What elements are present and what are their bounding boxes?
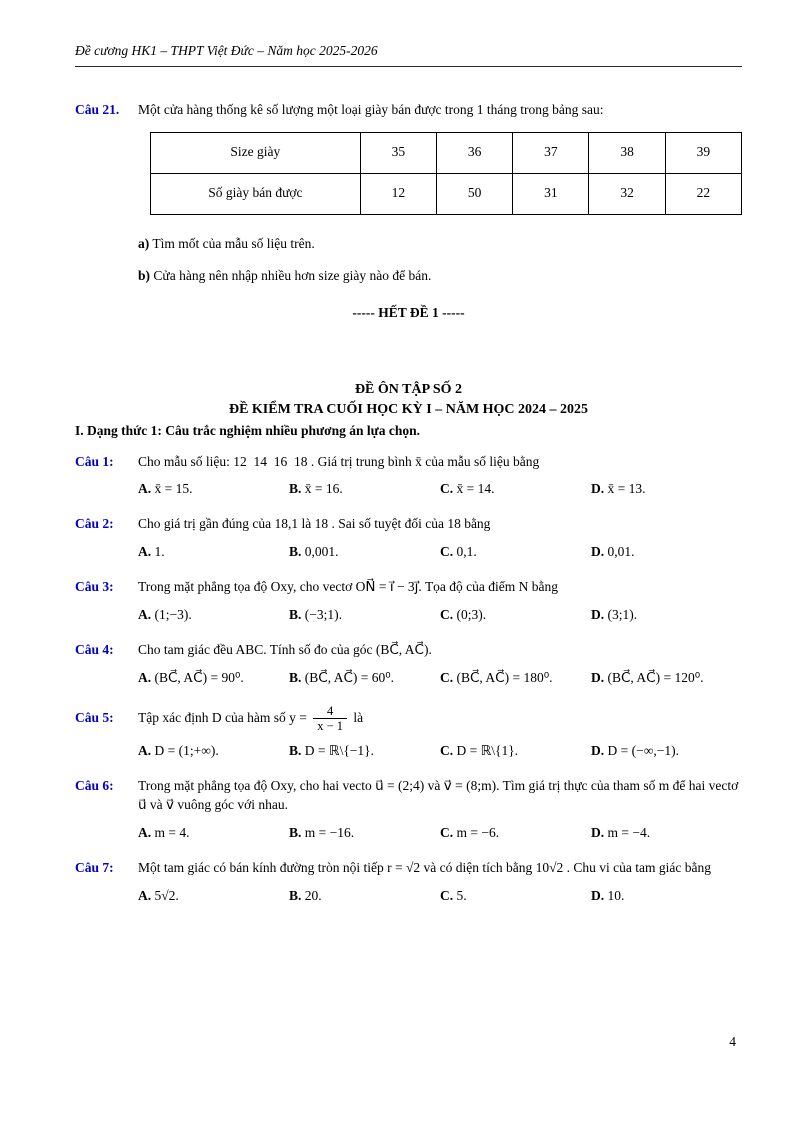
section-1-heading: I. Dạng thức 1: Câu trắc nghiệm nhiều phương án lựa chọn. (75, 422, 420, 438)
option-d (591, 887, 742, 906)
option-text: x̄ = 13. (607, 481, 646, 497)
fraction-numerator: 4 (313, 704, 347, 719)
question-row (75, 704, 742, 734)
end-of-exam-1-marker: ----- HẾT ĐỀ 1 ----- (352, 304, 465, 320)
question-text: Cho tam giác đều ABC. Tính số đo của góc (BC⃗, AC⃗). (138, 641, 432, 657)
part-a-label: a) (138, 235, 150, 251)
option-b (289, 669, 440, 688)
option-a (138, 543, 289, 562)
option-d (591, 480, 742, 499)
option-key: B. (289, 669, 302, 685)
option-c (440, 606, 591, 625)
option-key: D. (591, 825, 605, 841)
option-key: C. (440, 481, 454, 497)
question-label: Câu 1: (75, 453, 114, 469)
option-c (440, 887, 591, 906)
option-key: C. (440, 606, 454, 622)
option-b (289, 742, 440, 761)
option-d (591, 742, 742, 761)
option-key: B. (289, 743, 302, 759)
table-cell: 37 (513, 132, 589, 173)
shoe-data-table (150, 132, 742, 215)
table-cell: 31 (513, 173, 589, 214)
option-key: D. (591, 669, 605, 685)
option-text: D = ℝ\{1}. (456, 743, 519, 759)
option-text: m = −6. (456, 825, 500, 841)
question-text: Cho mẫu số liệu: 12 14 16 18 . Giá trị trung bình x̄ của mẫu số liệu bằng (138, 453, 540, 469)
table-cell: 22 (665, 173, 741, 214)
option-d (591, 669, 742, 688)
option-key: D. (591, 544, 605, 560)
question-label: Câu 2: (75, 516, 114, 532)
question-label: Câu 7: (75, 859, 114, 875)
question-text: Một cửa hàng thống kê số lượng một loại giày bán được trong 1 tháng trong bảng sau: (138, 101, 604, 117)
option-b (289, 606, 440, 625)
question-text (138, 704, 742, 734)
option-text: x̄ = 15. (154, 481, 193, 497)
option-b (289, 824, 440, 843)
option-key: D. (591, 887, 605, 903)
question-5 (75, 704, 742, 762)
options-row (138, 543, 742, 562)
option-c (440, 669, 591, 688)
question-6 (75, 777, 742, 843)
option-b (289, 480, 440, 499)
table-cell: 36 (436, 132, 512, 173)
question-label: Câu 4: (75, 641, 114, 657)
option-a (138, 887, 289, 906)
option-a (138, 669, 289, 688)
options-row (138, 887, 742, 906)
table-cell: 39 (665, 132, 741, 173)
option-a (138, 480, 289, 499)
option-d (591, 606, 742, 625)
question-row (75, 515, 742, 534)
option-text: D = (1;+∞). (154, 743, 219, 759)
option-key: B. (289, 481, 302, 497)
option-key: C. (440, 544, 454, 560)
option-text: (3;1). (607, 606, 638, 622)
option-key: D. (591, 481, 605, 497)
option-text: 1. (154, 544, 165, 560)
option-key: A. (138, 825, 152, 841)
part-b-text: Cửa hàng nên nhập nhiều hơn size giày nào để bán. (150, 267, 432, 283)
question-text-pre: Tập xác định D của hàm số y = (138, 709, 311, 725)
part-a-text: Tìm mốt của mẫu số liệu trên. (149, 235, 315, 251)
option-a (138, 824, 289, 843)
question-row (75, 641, 742, 660)
fraction (313, 704, 347, 734)
question-1 (75, 453, 742, 500)
exam-2-title: ĐỀ ÔN TẬP SỐ 2 (354, 382, 463, 398)
question-row (75, 453, 742, 472)
option-a (138, 606, 289, 625)
question-label: Câu 5: (75, 709, 114, 725)
option-key: A. (138, 669, 152, 685)
option-key: A. (138, 743, 152, 759)
question-4 (75, 641, 742, 688)
table-row (151, 173, 742, 214)
option-text: D = (−∞,−1). (607, 743, 679, 759)
question-label: Câu 6: (75, 778, 114, 794)
question-row (75, 859, 742, 878)
option-text: 0,01. (607, 544, 635, 560)
page-number: 4 (729, 1034, 736, 1050)
option-key: B. (289, 606, 302, 622)
question-text: Trong mặt phẳng tọa độ Oxy, cho hai vecto u⃗ = (2;4) và v⃗ = (8;m). Tìm giá trị thực của tham số m để hai vectơ u⃗ và v⃗ vuông góc với nhau. (138, 778, 739, 813)
option-text: 5√2. (154, 887, 179, 903)
option-text: m = 4. (154, 825, 190, 841)
question-2 (75, 515, 742, 562)
option-key: A. (138, 606, 152, 622)
table-cell: 35 (360, 132, 436, 173)
question-text: Một tam giác có bán kính đường tròn nội tiếp r = √2 và có diện tích bằng 10√2 . Chu vi của tam giác bằng (138, 859, 712, 875)
part-b-label: b) (138, 267, 151, 283)
option-text: 0,001. (304, 544, 339, 560)
table-row (151, 132, 742, 173)
option-c (440, 742, 591, 761)
option-text: (BC⃗, AC⃗) = 60⁰. (304, 669, 395, 685)
options-row (138, 824, 742, 843)
table-cell: 38 (589, 132, 665, 173)
table-cell: 50 (436, 173, 512, 214)
option-text: (0;3). (456, 606, 487, 622)
option-key: D. (591, 743, 605, 759)
option-text: m = −16. (304, 825, 355, 841)
option-key: B. (289, 887, 302, 903)
option-text: x̄ = 16. (304, 481, 343, 497)
option-key: D. (591, 606, 605, 622)
option-key: A. (138, 481, 152, 497)
option-c (440, 480, 591, 499)
option-key: C. (440, 887, 454, 903)
option-d (591, 543, 742, 562)
option-key: C. (440, 743, 454, 759)
question-7 (75, 859, 742, 906)
question-text: Trong mặt phẳng tọa độ Oxy, cho vectơ ON⃗ = i⃗ − 3j⃗. Tọa độ của điểm N bằng (138, 579, 559, 595)
options-row (138, 742, 742, 761)
question-row (75, 578, 742, 597)
part-a (138, 235, 742, 254)
option-a (138, 742, 289, 761)
option-text: 5. (456, 887, 467, 903)
option-text: m = −4. (607, 825, 651, 841)
option-text: 10. (607, 887, 625, 903)
options-row (138, 669, 742, 688)
option-b (289, 543, 440, 562)
table-cell: Số giày bán được (151, 173, 361, 214)
question-text-post: là (350, 709, 364, 725)
question-21-row (75, 101, 742, 120)
option-c (440, 824, 591, 843)
fraction-denominator: x − 1 (317, 719, 344, 734)
option-text: x̄ = 14. (456, 481, 495, 497)
question-label: Câu 3: (75, 579, 114, 595)
option-text: 20. (304, 887, 322, 903)
option-text: (BC⃗, AC⃗) = 180⁰. (456, 669, 553, 685)
question-3 (75, 578, 742, 625)
document-header: Đề cương HK1 – THPT Việt Đức – Năm học 2025-2026 (75, 42, 742, 67)
option-d (591, 824, 742, 843)
option-c (440, 543, 591, 562)
part-b (138, 267, 742, 286)
table-cell: 32 (589, 173, 665, 214)
option-key: B. (289, 544, 302, 560)
table-cell: 12 (360, 173, 436, 214)
option-text: D = ℝ\{−1}. (304, 743, 375, 759)
table-cell: Size giày (151, 132, 361, 173)
option-text: (BC⃗, AC⃗) = 120⁰. (607, 669, 704, 685)
option-key: A. (138, 544, 152, 560)
option-key: C. (440, 825, 454, 841)
option-key: B. (289, 825, 302, 841)
exam-2-subtitle: ĐỀ KIỂM TRA CUỐI HỌC KỲ I – NĂM HỌC 2024 – 2025 (228, 402, 589, 418)
question-label: Câu 21. (75, 101, 120, 117)
question-text: Cho giá trị gần đúng của 18,1 là 18 . Sai số tuyệt đối của 18 bằng (138, 516, 491, 532)
options-row (138, 606, 742, 625)
option-key: C. (440, 669, 454, 685)
option-key: A. (138, 887, 152, 903)
question-21 (75, 101, 742, 323)
option-text: (1;−3). (154, 606, 192, 622)
option-text: (−3;1). (304, 606, 342, 622)
option-text: (BC⃗, AC⃗) = 90⁰. (154, 669, 244, 685)
option-b (289, 887, 440, 906)
question-row (75, 777, 742, 815)
options-row (138, 480, 742, 499)
option-text: 0,1. (456, 544, 477, 560)
